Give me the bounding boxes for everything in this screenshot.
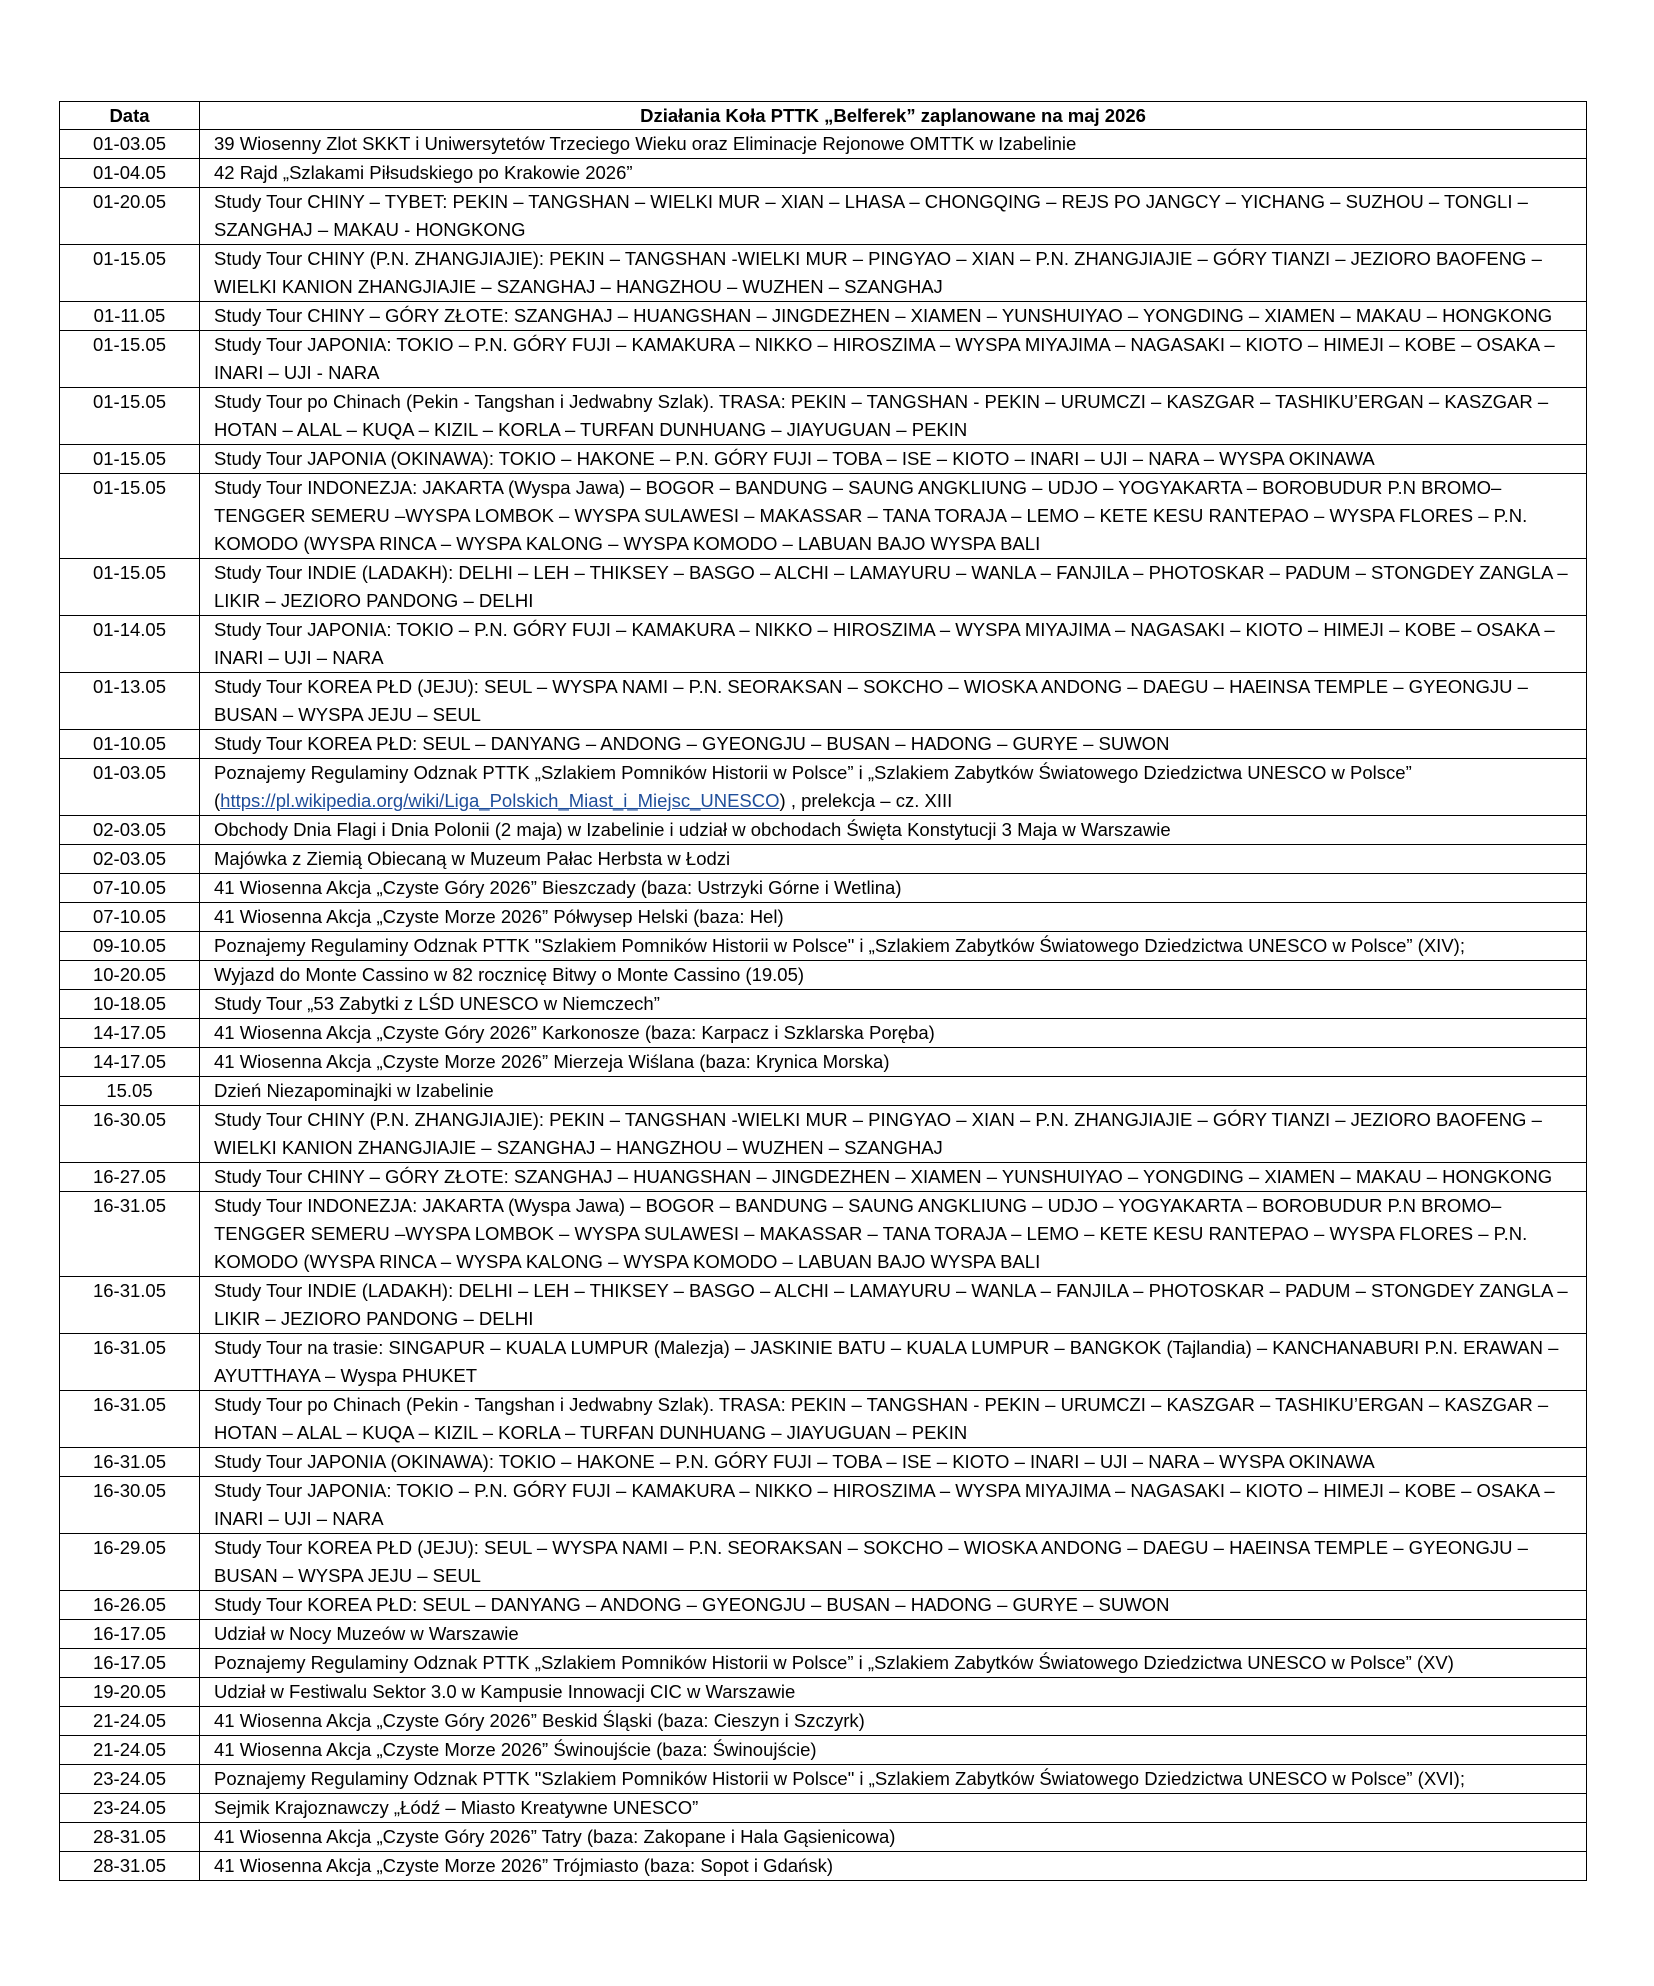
- row-date: 10-20.05: [60, 961, 200, 990]
- row-activity-text: Sejmik Krajoznawczy „Łódź – Miasto Kreatywne UNESCO”: [214, 1797, 699, 1818]
- row-activity-text: Study Tour JAPONIA: TOKIO – P.N. GÓRY FUJI – KAMAKURA – NIKKO – HIROSZIMA – WYSPA MIYAJIMA – NAGASAKI – KIOTO – HIMEJI – KOBE – OSAKA – INARI – UJI - NARA: [214, 334, 1555, 383]
- row-activity: [200, 1048, 1587, 1077]
- row-activity: [200, 1736, 1587, 1765]
- row-date: 14-17.05: [60, 1048, 200, 1077]
- row-activity: [200, 903, 1587, 932]
- row-date: 01-15.05: [60, 559, 200, 616]
- row-activity: [200, 130, 1587, 159]
- table-row: [60, 1477, 1587, 1534]
- row-activity-text: Study Tour INDONEZJA: JAKARTA (Wyspa Jawa) – BOGOR – BANDUNG – SAUNG ANGKLIUNG – UDJO – YOGYAKARTA – BOROBUDUR P.N BROMO– TENGGER SEMERU –WYSPA LOMBOK – WYSPA SULAWESI – MAKASSAR – TANA TORAJA – LEMO – KETE KESU RANTEPAO – WYSPA FLORES – P.N. KOMODO (WYSPA RINCA – WYSPA KALONG – WYSPA KOMODO – LABUAN BAJO WYSPA BALI: [214, 477, 1528, 554]
- row-activity: [200, 331, 1587, 388]
- row-date: 07-10.05: [60, 903, 200, 932]
- row-activity: [200, 1163, 1587, 1192]
- row-date: 01-14.05: [60, 616, 200, 673]
- row-date: 15.05: [60, 1077, 200, 1106]
- table-row: [60, 990, 1587, 1019]
- row-activity-text: Study Tour JAPONIA: TOKIO – P.N. GÓRY FUJI – KAMAKURA – NIKKO – HIROSZIMA – WYSPA MIYAJIMA – NAGASAKI – KIOTO – HIMEJI – KOBE – OSAKA – INARI – UJI – NARA: [214, 1480, 1555, 1529]
- row-activity: [200, 302, 1587, 331]
- row-activity-text: 41 Wiosenna Akcja „Czyste Morze 2026” Półwysep Helski (baza: Hel): [214, 906, 784, 927]
- row-activity-text: Study Tour JAPONIA (OKINAWA): TOKIO – HAKONE – P.N. GÓRY FUJI – TOBA – ISE – KIOTO – INARI – UJI – NARA – WYSPA OKINAWA: [214, 1451, 1375, 1472]
- row-activity-text: Study Tour po Chinach (Pekin - Tangshan i Jedwabny Szlak). TRASA: PEKIN – TANGSHAN - PEKIN – URUMCZI – KASZGAR – TASHIKU’ERGAN – KASZGAR – HOTAN – ALAL – KUQA – KIZIL – KORLA – TURFAN DUNHUANG – JIAYUGUAN – PEKIN: [214, 391, 1549, 440]
- row-date: 01-15.05: [60, 445, 200, 474]
- row-activity: [200, 1620, 1587, 1649]
- row-activity-text: Study Tour JAPONIA: TOKIO – P.N. GÓRY FUJI – KAMAKURA – NIKKO – HIROSZIMA – WYSPA MIYAJIMA – NAGASAKI – KIOTO – HIMEJI – KOBE – OSAKA – INARI – UJI – NARA: [214, 619, 1555, 668]
- row-activity: [200, 730, 1587, 759]
- table-row: [60, 932, 1587, 961]
- table-row: [60, 1334, 1587, 1391]
- row-activity: [200, 1448, 1587, 1477]
- row-activity: [200, 874, 1587, 903]
- table-row: [60, 961, 1587, 990]
- row-date: 16-31.05: [60, 1391, 200, 1448]
- row-activity-text: Study Tour INDONEZJA: JAKARTA (Wyspa Jawa) – BOGOR – BANDUNG – SAUNG ANGKLIUNG – UDJO – YOGYAKARTA – BOROBUDUR P.N BROMO– TENGGER SEMERU –WYSPA LOMBOK – WYSPA SULAWESI – MAKASSAR – TANA TORAJA – LEMO – KETE KESU RANTEPAO – WYSPA FLORES – P.N. KOMODO (WYSPA RINCA – WYSPA KALONG – WYSPA KOMODO – LABUAN BAJO WYSPA BALI: [214, 1195, 1528, 1272]
- table-row: [60, 1678, 1587, 1707]
- row-activity: [200, 1765, 1587, 1794]
- table-row: [60, 874, 1587, 903]
- row-date: 01-10.05: [60, 730, 200, 759]
- table-row: [60, 730, 1587, 759]
- row-date: 16-17.05: [60, 1649, 200, 1678]
- row-activity-text: 41 Wiosenna Akcja „Czyste Góry 2026” Tatry (baza: Zakopane i Hala Gąsienicowa): [214, 1826, 896, 1847]
- row-date: 16-26.05: [60, 1591, 200, 1620]
- row-date: 02-03.05: [60, 816, 200, 845]
- row-activity: [200, 932, 1587, 961]
- row-activity: [200, 816, 1587, 845]
- row-activity-text: 41 Wiosenna Akcja „Czyste Góry 2026” Karkonosze (baza: Karpacz i Szklarska Poręba): [214, 1022, 935, 1043]
- row-date: 01-15.05: [60, 245, 200, 302]
- row-date: 16-31.05: [60, 1334, 200, 1391]
- row-activity: [200, 673, 1587, 730]
- table-row: [60, 759, 1587, 816]
- row-date: 01-15.05: [60, 474, 200, 559]
- row-activity-text: 41 Wiosenna Akcja „Czyste Góry 2026” Beskid Śląski (baza: Cieszyn i Szczyrk): [214, 1710, 865, 1731]
- header-row: [60, 102, 1587, 130]
- row-date: 16-29.05: [60, 1534, 200, 1591]
- row-activity-text: 39 Wiosenny Zlot SKKT i Uniwersytetów Trzeciego Wieku oraz Eliminacje Rejonowe OMTTK w Izabelinie: [214, 133, 1077, 154]
- row-activity-text: Obchody Dnia Flagi i Dnia Polonii (2 maja) w Izabelinie i udział w obchodach Święta Konstytucji 3 Maja w Warszawie: [214, 819, 1171, 840]
- row-date: 28-31.05: [60, 1852, 200, 1881]
- row-date: 21-24.05: [60, 1736, 200, 1765]
- row-activity: [200, 245, 1587, 302]
- table-row: [60, 474, 1587, 559]
- row-activity: [200, 1391, 1587, 1448]
- row-activity-text: Poznajemy Regulaminy Odznak PTTK „Szlakiem Pomników Historii w Polsce” i „Szlakiem Zabytków Światowego Dziedzictwa UNESCO w Polsce” (: [214, 762, 1412, 811]
- row-activity: [200, 1477, 1587, 1534]
- row-activity-text: Poznajemy Regulaminy Odznak PTTK "Szlakiem Pomników Historii w Polsce" i „Szlakiem Zabytków Światowego Dziedzictwa UNESCO w Polsce” (XVI);: [214, 1768, 1465, 1789]
- row-activity-text: 41 Wiosenna Akcja „Czyste Morze 2026” Mierzeja Wiślana (baza: Krynica Morska): [214, 1051, 890, 1072]
- row-date: 01-03.05: [60, 130, 200, 159]
- row-activity-text: Poznajemy Regulaminy Odznak PTTK "Szlakiem Pomników Historii w Polsce" i „Szlakiem Zabytków Światowego Dziedzictwa UNESCO w Polsce” (XIV);: [214, 935, 1465, 956]
- row-activity: [200, 1707, 1587, 1736]
- row-date: 01-15.05: [60, 388, 200, 445]
- row-activity-text: Study Tour KOREA PŁD (JEJU): SEUL – WYSPA NAMI – P.N. SEORAKSAN – SOKCHO – WIOSKA ANDONG – DAEGU – HAEINSA TEMPLE – GYEONGJU – BUSAN – WYSPA JEJU – SEUL: [214, 676, 1528, 725]
- table-row: [60, 388, 1587, 445]
- row-date: 09-10.05: [60, 932, 200, 961]
- row-date: 10-18.05: [60, 990, 200, 1019]
- row-date: 28-31.05: [60, 1823, 200, 1852]
- table-row: [60, 302, 1587, 331]
- table-row: [60, 1852, 1587, 1881]
- row-activity: [200, 559, 1587, 616]
- row-activity: [200, 388, 1587, 445]
- table-row: [60, 1391, 1587, 1448]
- row-date: 16-31.05: [60, 1192, 200, 1277]
- row-date: 16-30.05: [60, 1477, 200, 1534]
- schedule-table: [59, 101, 1587, 1881]
- row-activity-text: Study Tour KOREA PŁD: SEUL – DANYANG – ANDONG – GYEONGJU – BUSAN – HADONG – GURYE – SUWON: [214, 1594, 1170, 1615]
- row-activity: [200, 1192, 1587, 1277]
- table-row: [60, 1765, 1587, 1794]
- row-activity: [200, 159, 1587, 188]
- row-activity-suffix: ) , prelekcja – cz. XIII: [779, 790, 953, 811]
- table-row: [60, 1707, 1587, 1736]
- row-date: 16-17.05: [60, 1620, 200, 1649]
- row-date: 02-03.05: [60, 845, 200, 874]
- row-activity-text: 41 Wiosenna Akcja „Czyste Góry 2026” Bieszczady (baza: Ustrzyki Górne i Wetlina): [214, 877, 902, 898]
- row-date: 21-24.05: [60, 1707, 200, 1736]
- row-activity: [200, 1678, 1587, 1707]
- row-activity: [200, 445, 1587, 474]
- row-activity-text: Poznajemy Regulaminy Odznak PTTK „Szlakiem Pomników Historii w Polsce” i „Szlakiem Zabytków Światowego Dziedzictwa UNESCO w Polsce” (XV): [214, 1652, 1454, 1673]
- row-activity-text: 41 Wiosenna Akcja „Czyste Morze 2026” Świnoujście (baza: Świnoujście): [214, 1739, 817, 1760]
- row-date: 19-20.05: [60, 1678, 200, 1707]
- table-row: [60, 1794, 1587, 1823]
- row-activity: [200, 990, 1587, 1019]
- table-row: [60, 1448, 1587, 1477]
- row-date: 16-30.05: [60, 1106, 200, 1163]
- row-activity: [200, 1591, 1587, 1620]
- table-row: [60, 445, 1587, 474]
- row-activity-text: Study Tour po Chinach (Pekin - Tangshan i Jedwabny Szlak). TRASA: PEKIN – TANGSHAN - PEKIN – URUMCZI – KASZGAR – TASHIKU’ERGAN – KASZGAR – HOTAN – ALAL – KUQA – KIZIL – KORLA – TURFAN DUNHUANG – JIAYUGUAN – PEKIN: [214, 1394, 1549, 1443]
- row-activity: [200, 759, 1587, 816]
- row-activity-text: Study Tour CHINY (P.N. ZHANGJIAJIE): PEKIN – TANGSHAN -WIELKI MUR – PINGYAO – XIAN – P.N. ZHANGJIAJIE – GÓRY TIANZI – JEZIORO BAOFENG – WIELKI KANION ZHANGJIAJIE – SZANGHAJ – HANGZHOU – WUZHEN – SZANGHAJ: [214, 248, 1542, 297]
- row-activity-text: 41 Wiosenna Akcja „Czyste Morze 2026” Trójmiasto (baza: Sopot i Gdańsk): [214, 1855, 833, 1876]
- row-activity-text: Udział w Festiwalu Sektor 3.0 w Kampusie Innowacji CIC w Warszawie: [214, 1681, 796, 1702]
- row-activity: [200, 1019, 1587, 1048]
- row-date: 16-31.05: [60, 1448, 200, 1477]
- table-row: [60, 816, 1587, 845]
- row-activity-text: Udział w Nocy Muzeów w Warszawie: [214, 1623, 519, 1644]
- table-row: [60, 903, 1587, 932]
- table-row: [60, 1649, 1587, 1678]
- row-date: 01-11.05: [60, 302, 200, 331]
- row-activity-text: Study Tour KOREA PŁD: SEUL – DANYANG – ANDONG – GYEONGJU – BUSAN – HADONG – GURYE – SUWON: [214, 733, 1170, 754]
- unesco-wiki-link[interactable]: https://pl.wikipedia.org/wiki/Liga_Polskich_Miast_i_Miejsc_UNESCO: [220, 790, 780, 811]
- schedule-rows: [60, 130, 1587, 1881]
- table-row: [60, 1823, 1587, 1852]
- row-date: 23-24.05: [60, 1794, 200, 1823]
- row-date: 14-17.05: [60, 1019, 200, 1048]
- table-row: [60, 1163, 1587, 1192]
- row-date: 01-04.05: [60, 159, 200, 188]
- row-activity: [200, 188, 1587, 245]
- activity-column-header: Działania Koła PTTK „Belferek” zaplanowane na maj 2026: [200, 102, 1587, 130]
- row-activity-text: Study Tour INDIE (LADAKH): DELHI – LEH – THIKSEY – BASGO – ALCHI – LAMAYURU – WANLA – FANJILA – PHOTOSKAR – PADUM – STONGDEY ZANGLA – LIKIR – JEZIORO PANDONG – DELHI: [214, 562, 1568, 611]
- row-activity: [200, 1852, 1587, 1881]
- table-row: [60, 673, 1587, 730]
- date-column-header: Data: [60, 102, 200, 130]
- table-row: [60, 331, 1587, 388]
- row-activity: [200, 1794, 1587, 1823]
- table-row: [60, 1019, 1587, 1048]
- row-activity-text: Study Tour na trasie: SINGAPUR – KUALA LUMPUR (Malezja) – JASKINIE BATU – KUALA LUMPUR – BANGKOK (Tajlandia) – KANCHANABURI P.N. ERAWAN – AYUTTHAYA – Wyspa PHUKET: [214, 1337, 1559, 1386]
- row-activity-text: Study Tour INDIE (LADAKH): DELHI – LEH – THIKSEY – BASGO – ALCHI – LAMAYURU – WANLA – FANJILA – PHOTOSKAR – PADUM – STONGDEY ZANGLA – LIKIR – JEZIORO PANDONG – DELHI: [214, 1280, 1568, 1329]
- row-activity-text: Study Tour KOREA PŁD (JEJU): SEUL – WYSPA NAMI – P.N. SEORAKSAN – SOKCHO – WIOSKA ANDONG – DAEGU – HAEINSA TEMPLE – GYEONGJU – BUSAN – WYSPA JEJU – SEUL: [214, 1537, 1528, 1586]
- row-activity: [200, 961, 1587, 990]
- row-activity: [200, 1334, 1587, 1391]
- row-date: 07-10.05: [60, 874, 200, 903]
- row-activity-text: Dzień Niezapominajki w Izabelinie: [214, 1080, 494, 1101]
- table-row: [60, 245, 1587, 302]
- row-activity-text: Study Tour JAPONIA (OKINAWA): TOKIO – HAKONE – P.N. GÓRY FUJI – TOBA – ISE – KIOTO – INARI – UJI – NARA – WYSPA OKINAWA: [214, 448, 1375, 469]
- table-row: [60, 1106, 1587, 1163]
- row-date: 01-15.05: [60, 331, 200, 388]
- table-row: [60, 1591, 1587, 1620]
- row-activity: [200, 1277, 1587, 1334]
- row-activity-text: Study Tour CHINY – TYBET: PEKIN – TANGSHAN – WIELKI MUR – XIAN – LHASA – CHONGQING – REJS PO JANGCY – YICHANG – SUZHOU – TONGLI – SZANGHAJ – MAKAU - HONGKONG: [214, 191, 1528, 240]
- table-row: [60, 1277, 1587, 1334]
- row-activity-text: Majówka z Ziemią Obiecaną w Muzeum Pałac Herbsta w Łodzi: [214, 848, 731, 869]
- table-row: [60, 1192, 1587, 1277]
- table-row: [60, 130, 1587, 159]
- table-row: [60, 616, 1587, 673]
- table-row: [60, 559, 1587, 616]
- row-activity: [200, 1106, 1587, 1163]
- row-activity-text: Study Tour CHINY – GÓRY ZŁOTE: SZANGHAJ – HUANGSHAN – JINGDEZHEN – XIAMEN – YUNSHUIYAO – YONGDING – XIAMEN – MAKAU – HONGKONG: [214, 1166, 1553, 1187]
- row-activity: [200, 1823, 1587, 1852]
- row-activity: [200, 474, 1587, 559]
- row-activity: [200, 845, 1587, 874]
- row-date: 01-13.05: [60, 673, 200, 730]
- table-row: [60, 1077, 1587, 1106]
- row-date: 01-03.05: [60, 759, 200, 816]
- row-date: 16-27.05: [60, 1163, 200, 1192]
- table-row: [60, 1534, 1587, 1591]
- row-activity-text: Study Tour CHINY (P.N. ZHANGJIAJIE): PEKIN – TANGSHAN -WIELKI MUR – PINGYAO – XIAN – P.N. ZHANGJIAJIE – GÓRY TIANZI – JEZIORO BAOFENG – WIELKI KANION ZHANGJIAJIE – SZANGHAJ – HANGZHOU – WUZHEN – SZANGHAJ: [214, 1109, 1542, 1158]
- row-activity-text: 42 Rajd „Szlakami Piłsudskiego po Krakowie 2026”: [214, 162, 633, 183]
- table-row: [60, 188, 1587, 245]
- row-activity: [200, 616, 1587, 673]
- row-activity: [200, 1077, 1587, 1106]
- row-activity-text: Study Tour „53 Zabytki z LŚD UNESCO w Niemczech”: [214, 993, 660, 1014]
- table-row: [60, 159, 1587, 188]
- table-row: [60, 1736, 1587, 1765]
- row-date: 23-24.05: [60, 1765, 200, 1794]
- table-row: [60, 1620, 1587, 1649]
- row-date: 16-31.05: [60, 1277, 200, 1334]
- row-activity-text: Study Tour CHINY – GÓRY ZŁOTE: SZANGHAJ – HUANGSHAN – JINGDEZHEN – XIAMEN – YUNSHUIYAO – YONGDING – XIAMEN – MAKAU – HONGKONG: [214, 305, 1553, 326]
- row-activity-text: Wyjazd do Monte Cassino w 82 rocznicę Bitwy o Monte Cassino (19.05): [214, 964, 805, 985]
- table-row: [60, 1048, 1587, 1077]
- row-date: 01-20.05: [60, 188, 200, 245]
- row-activity: [200, 1534, 1587, 1591]
- table-row: [60, 845, 1587, 874]
- row-activity: [200, 1649, 1587, 1678]
